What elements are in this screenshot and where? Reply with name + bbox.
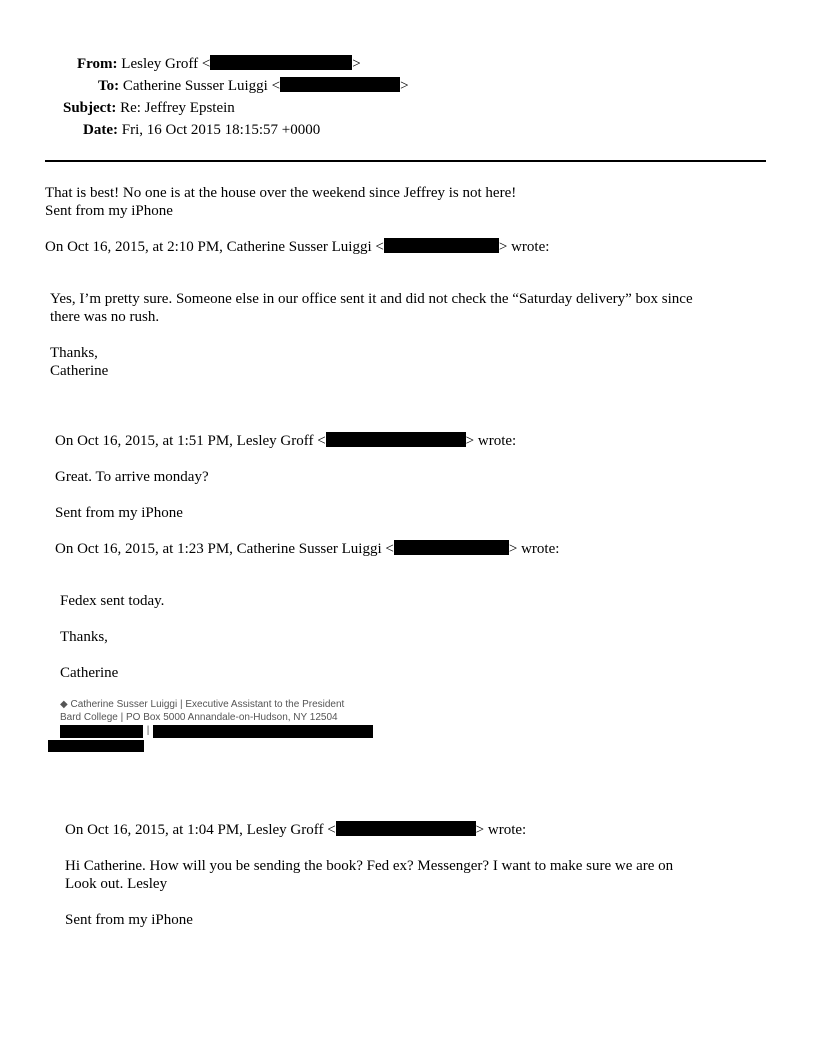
wrote-text: wrote:: [521, 541, 560, 557]
thanks-text: Thanks,: [60, 629, 108, 645]
quote-intro-text: On Oct 16, 2015, at 1:23 PM, Catherine Susser Luiggi: [55, 541, 382, 557]
from-row: [77, 55, 361, 73]
quote-body-line: Fedex sent today.: [60, 593, 165, 609]
quote-body-line: Look out. Lesley: [65, 876, 168, 892]
wrote-text: wrote:: [477, 433, 517, 449]
redacted-email: [384, 238, 499, 253]
angle-open: <: [385, 541, 394, 557]
angle-open: <: [317, 433, 326, 449]
to-row: [98, 77, 409, 95]
signature-redaction-row: [60, 725, 373, 739]
signature-line: ◆ Catherine Susser Luiggi | Executive Assistant to the President: [60, 699, 345, 710]
angle-close: >: [498, 239, 508, 255]
thanks-text: Thanks,: [50, 345, 98, 361]
redacted-email: [210, 55, 352, 70]
angle-close: >: [352, 56, 361, 72]
subject-row: [63, 99, 235, 117]
quote-intro-text: On Oct 16, 2015, at 2:10 PM, Catherine Susser Luiggi: [45, 239, 372, 255]
wrote-text: wrote:: [487, 822, 527, 838]
signature-redaction-block: [48, 740, 144, 752]
quote-intro: [55, 540, 559, 558]
quote-intro-text: On Oct 16, 2015, at 1:51 PM, Lesley Groff: [55, 433, 314, 449]
sent-from-iphone: Sent from my iPhone: [55, 505, 183, 521]
quote-intro: [65, 821, 526, 839]
signature-line: Bard College | PO Box 5000 Annandale-on-Hudson, NY 12504: [60, 712, 338, 723]
angle-close: >: [475, 822, 485, 838]
to-label: To:: [98, 78, 120, 94]
quote-body-line: Great. To arrive monday?: [55, 469, 209, 485]
quote-body-line: Yes, I’m pretty sure. Someone else in our office sent it and did not check the “Saturday delivery” box since: [50, 291, 693, 307]
signoff-name: Catherine: [50, 363, 109, 379]
quote-body-line: there was no rush.: [50, 309, 160, 325]
subject-label: Subject:: [63, 100, 117, 116]
angle-open: <: [201, 56, 211, 72]
angle-close: >: [400, 78, 409, 94]
quote-intro-text: On Oct 16, 2015, at 1:04 PM, Lesley Groff: [65, 822, 324, 838]
redacted-email: [336, 821, 476, 836]
quote-intro: [45, 238, 549, 256]
message-line: That is best! No one is at the house over the weekend since Jeffrey is not here!: [45, 185, 517, 201]
redacted-contact: [153, 725, 373, 738]
wrote-text: wrote:: [511, 239, 550, 255]
angle-open: <: [327, 822, 336, 838]
sent-from-iphone: Sent from my iPhone: [65, 912, 193, 928]
header-divider: [45, 160, 766, 162]
date-label: Date:: [83, 122, 118, 138]
redacted-email: [326, 432, 466, 447]
signoff-name: Catherine: [60, 665, 119, 681]
redacted-phone: [60, 725, 143, 738]
date-value: Fri, 16 Oct 2015 18:15:57 +0000: [121, 122, 321, 138]
date-row: [83, 121, 320, 139]
quote-intro: [55, 432, 516, 450]
from-label: From:: [77, 56, 118, 72]
signature-separator: |: [146, 725, 150, 736]
angle-open: <: [375, 239, 384, 255]
subject-value: Re: Jeffrey Epstein: [120, 100, 235, 116]
redacted-email: [280, 77, 400, 92]
angle-close: >: [508, 541, 518, 557]
sent-from-iphone: Sent from my iPhone: [45, 203, 173, 219]
redacted-email: [394, 540, 509, 555]
quote-body-line: Hi Catherine. How will you be sending the book? Fed ex? Messenger? I want to make sure we are on: [65, 858, 674, 874]
to-value: Catherine Susser Luiggi: [122, 78, 268, 94]
from-value: Lesley Groff: [121, 56, 199, 72]
angle-close: >: [465, 433, 475, 449]
angle-open: <: [271, 78, 281, 94]
